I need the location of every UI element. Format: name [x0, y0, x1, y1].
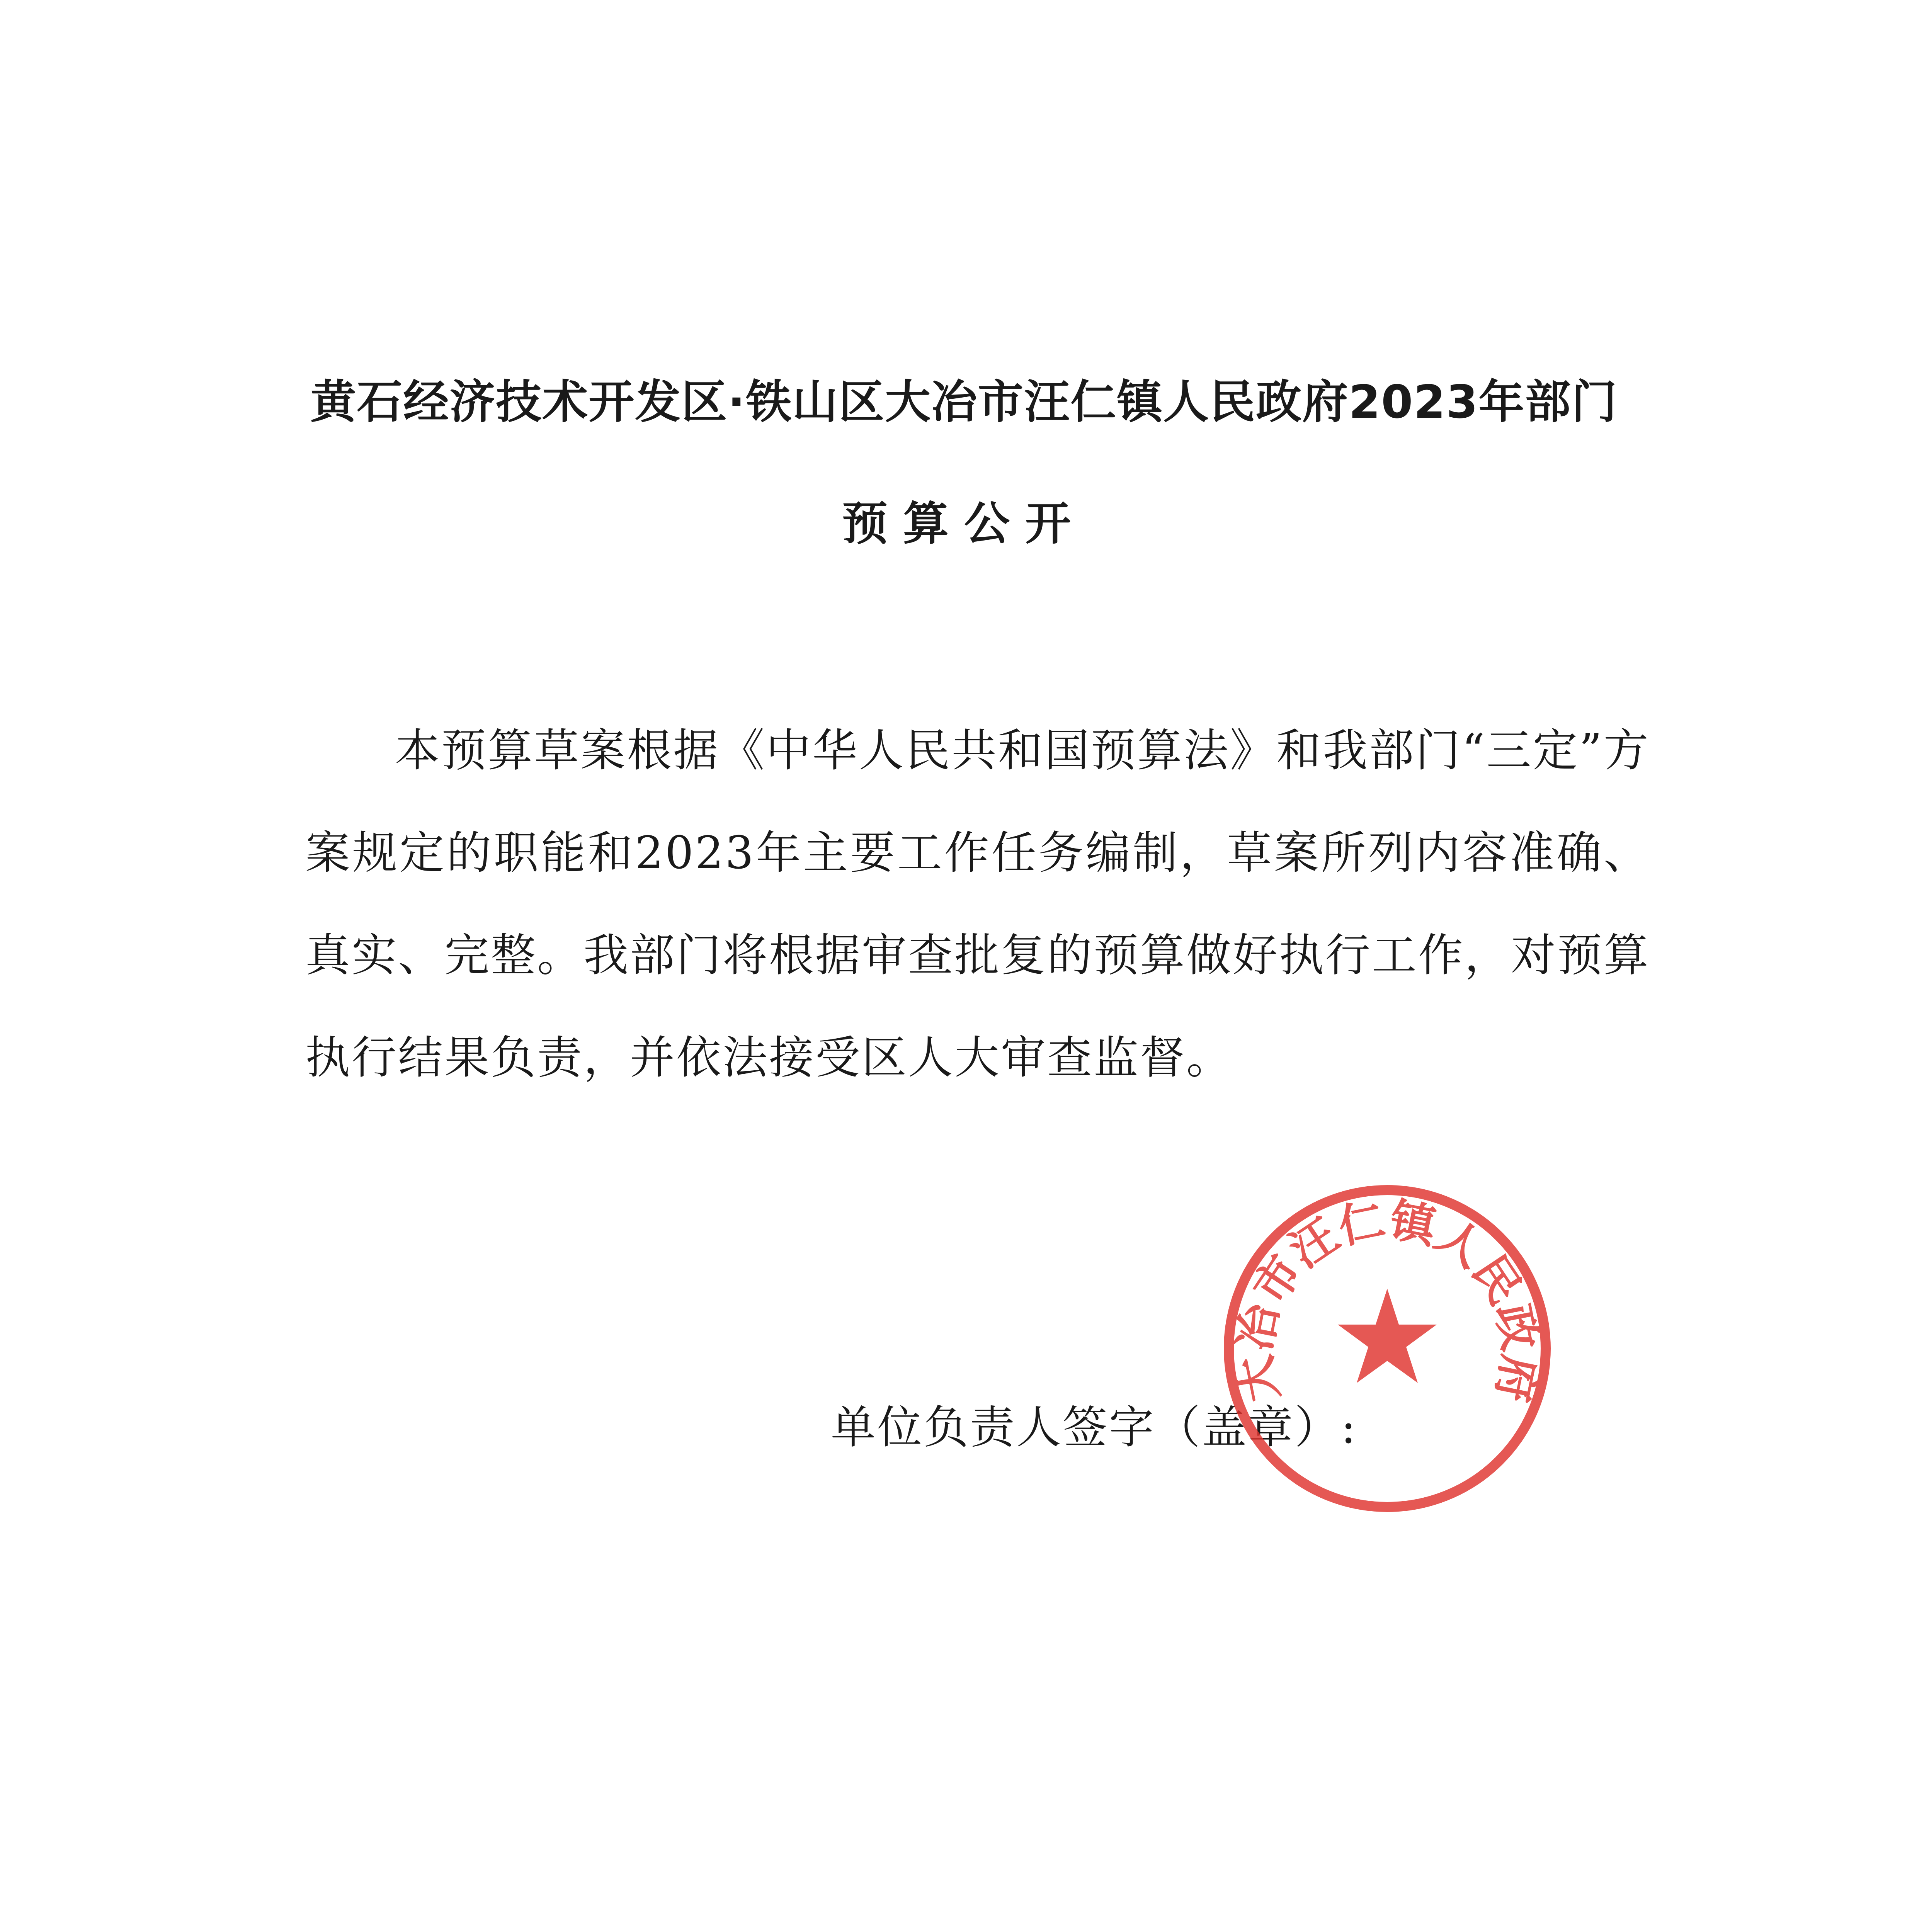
document-title-line1: 黄石经济技术开发区·铁山区大冶市汪仁镇人民政府2023年部门: [310, 375, 1618, 429]
seal-text-path: 大冶市汪仁镇人民政府: [1227, 1192, 1547, 1406]
document-title-line2: 预算公开: [842, 497, 1086, 550]
signature-label: 单位负责人签字（盖章）:: [831, 1401, 1358, 1454]
body-paragraph: 本预算草案根据《中华人民共和国预算法》和我部门“三定”方案规定的职能和2023年主要工作任务编制，草案所列内容准确、真实、完整。我部门将根据审查批复的预算做好执行工作，对预算执行结果负责，并依法接受区人大审查监督。: [305, 724, 1650, 1084]
official-seal: [1217, 1179, 1557, 1519]
star-icon: [1338, 1289, 1437, 1383]
